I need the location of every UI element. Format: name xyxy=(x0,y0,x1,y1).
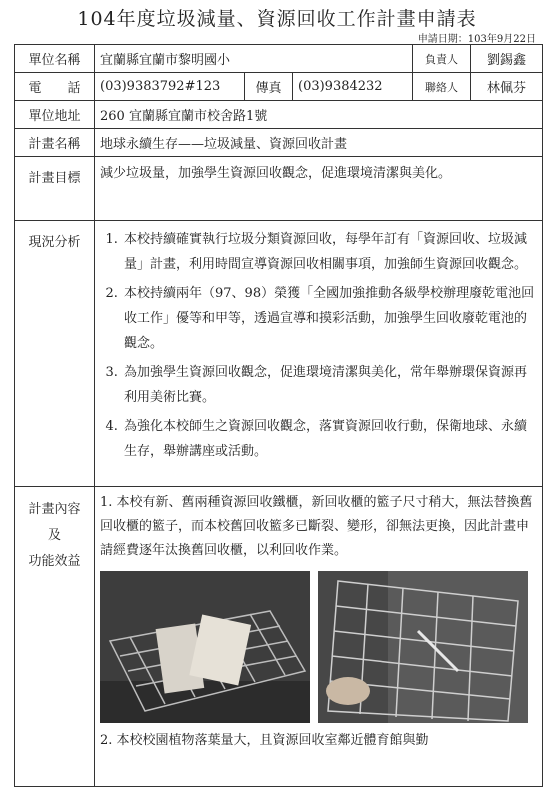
plan-goal-value: 減少垃圾量，加強學生資源回收觀念，促進環境清潔與美化。 xyxy=(95,157,543,221)
row-plan-name xyxy=(15,129,543,157)
apply-date: 申請日期：103年9月22日 xyxy=(417,34,536,45)
content-label: 計畫內容 及 功能效益 xyxy=(28,502,81,569)
person-label: 負責人 xyxy=(413,45,471,73)
row-school xyxy=(15,45,543,73)
address-label: 單位地址 xyxy=(15,101,95,129)
fax-label: 傳真 xyxy=(245,73,293,101)
content-item-1: 1. 本校有新、舊兩種資源回收鐵櫃，新回收櫃的籃子尺寸稍大，無法替換舊回收櫃的籃子，而本校舊回收籃多已斷裂、變形，卻無法更換，因此計畫申請經費逐年汰換舊回收櫃，以利回收作業。 xyxy=(100,495,533,558)
plan-name-label: 計畫名稱 xyxy=(15,129,95,157)
analysis-list xyxy=(100,227,537,464)
school-label: 單位名稱 xyxy=(15,45,95,73)
row-content xyxy=(15,487,543,787)
plan-goal-label: 計畫目標 xyxy=(15,157,95,221)
contact-label: 聯絡人 xyxy=(413,73,471,101)
school-value: 宜蘭縣宜蘭市黎明國小 xyxy=(95,45,413,73)
analysis-item: 2. 本校持續兩年（97、98）榮獲「全國加強推動各級學校辦理廢乾電池回收工作」優等和甲等，透過宣導和摸彩活動，加強學生回收廢乾電池的觀念。 xyxy=(122,281,537,356)
photo-row xyxy=(100,571,537,723)
analysis-item: 3. 為加強學生資源回收觀念，促進環境清潔與美化，常年舉辦環保資源再利用美術比賽。 xyxy=(122,360,537,410)
person-value: 劉錫鑫 xyxy=(471,45,543,73)
application-table xyxy=(14,44,543,787)
contact-value: 林佩芬 xyxy=(471,73,543,101)
row-phone xyxy=(15,73,543,101)
analysis-item: 1. 本校持續確實執行垃圾分類資源回收，每學年訂有「資源回收、垃圾減量」計畫，利用時間宣導資源回收相關事項，加強師生資源回收觀念。 xyxy=(122,227,537,277)
basket-photo-1-graphic xyxy=(100,571,310,723)
phone-value: (03)9383792#123 xyxy=(95,73,245,101)
row-address xyxy=(15,101,543,129)
form-title: 104年度垃圾減量、資源回收工作計畫申請表 xyxy=(77,8,477,30)
address-value: 260 宜蘭縣宜蘭市校舍路1號 xyxy=(95,101,543,129)
analysis-label: 現況分析 xyxy=(15,221,95,487)
phone-label: 電 話 xyxy=(15,73,95,101)
photo-old-recycling-basket xyxy=(100,571,310,723)
analysis-item: 4. 為強化本校師生之資源回收觀念，落實資源回收行動，保衛地球、永續生存，舉辦講座或活動。 xyxy=(122,414,537,464)
basket-photo-2-graphic xyxy=(318,571,528,723)
content-item-2: 2. 本校校園植物落葉量大，且資源回收室鄰近體育館與勤 xyxy=(100,733,429,748)
photo-broken-basket xyxy=(318,571,528,723)
plan-name-value: 地球永續生存——垃圾減量、資源回收計畫 xyxy=(95,129,543,157)
fax-value: (03)9384232 xyxy=(293,73,413,101)
row-plan-goal xyxy=(15,157,543,221)
row-analysis xyxy=(15,221,543,487)
